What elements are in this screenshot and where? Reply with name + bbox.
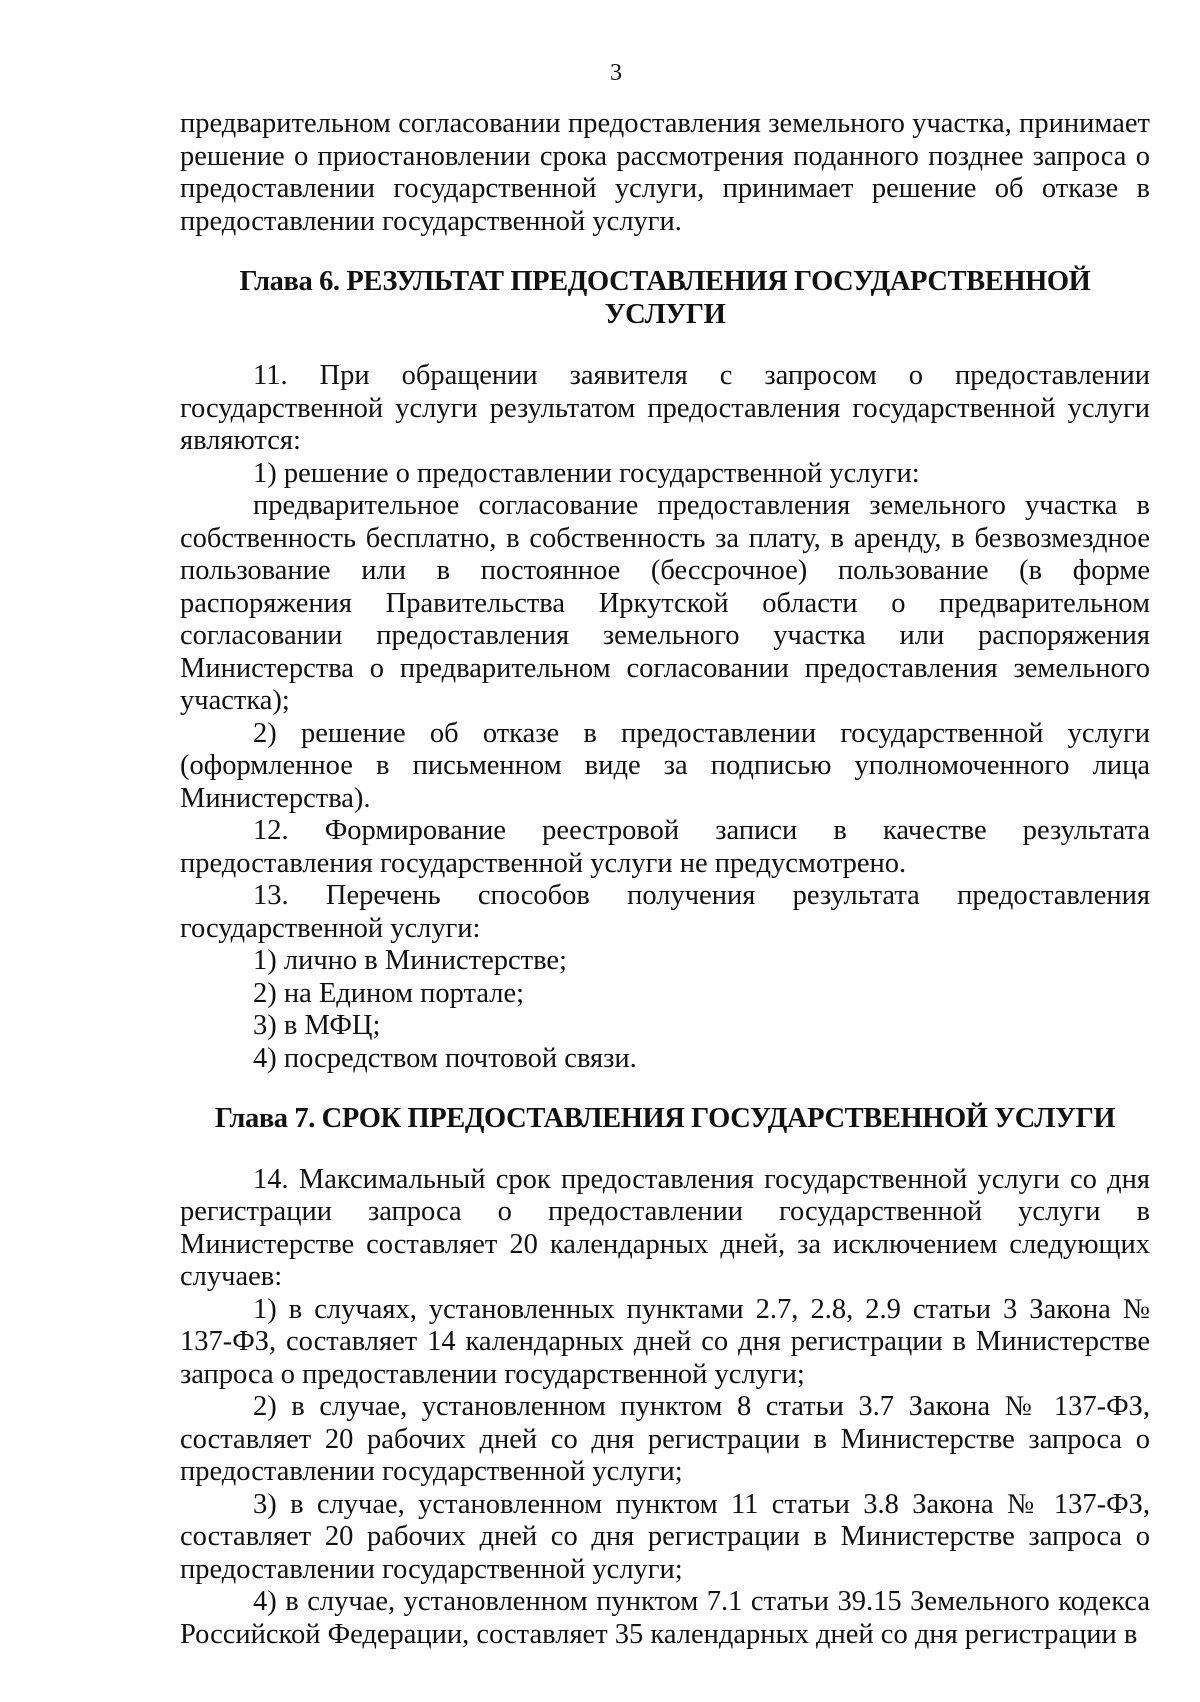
- document-body: [180, 108, 1150, 1651]
- chapter-7-heading: Глава 7. СРОК ПРЕДОСТАВЛЕНИЯ ГОСУДАРСТВЕННОЙ УСЛУГИ: [214, 1103, 1116, 1134]
- paragraph-14-item-4: 4) в случае, установленном пунктом 7.1 статьи 39.15 Земельного кодекса Российской Федерации, составляет 35 календарных дней со дня регистрации в: [180, 1586, 1150, 1650]
- paragraph-13-item-3: 3) в МФЦ;: [253, 1010, 381, 1041]
- paragraph-11-item-2: 2) решение об отказе в предоставлении государственной услуги (оформленное в письменном виде за подписью уполномоченного лица Министерства).: [180, 717, 1150, 814]
- paragraph-11: 11. При обращении заявителя с запросом о предоставлении государственной услуги результатом предоставления государственной услуги являются:: [180, 360, 1150, 456]
- paragraph-14: 14. Максимальный срок предоставления государственной услуги со дня регистрации запроса о предоставлении государственной услуги в Министерстве составляет 20 календарных дней, за исключением следующих случаев:: [180, 1163, 1150, 1292]
- paragraph-12: 12. Формирование реестровой записи в качестве результата предоставления государственной услуги не предусмотрено.: [180, 815, 1150, 879]
- paragraph-13-item-1: 1) лично в Министерстве;: [253, 945, 567, 976]
- page-number: 3: [610, 60, 622, 86]
- paragraph-14-item-2: 2) в случае, установленном пунктом 8 статьи 3.7 Закона № 137-ФЗ, составляет 20 рабочих дней со дня регистрации в Министерстве запроса о предоставлении государственной услуги;: [180, 1391, 1150, 1487]
- paragraph-13-item-4: 4) посредством почтовой связи.: [253, 1042, 637, 1074]
- paragraph-13-item-2: 2) на Едином портале;: [253, 977, 525, 1009]
- paragraph-14-item-3: 3) в случае, установленном пунктом 11 статьи 3.8 Закона № 137-ФЗ, составляет 20 рабочих дней со дня регистрации в Министерстве запроса о предоставлении государственной услуги;: [180, 1488, 1150, 1585]
- paragraph-14-item-1: 1) в случаях, установленных пунктами 2.7, 2.8, 2.9 статьи 3 Закона № 137-ФЗ, составляет 14 календарных дней со дня регистрации в Министерстве запроса о предоставлении государственной услуги;: [180, 1293, 1150, 1390]
- paragraph-11-item-1: 1) решение о предоставлении государственной услуги:: [253, 457, 920, 489]
- chapter-6-heading: Глава 6. РЕЗУЛЬТАТ ПРЕДОСТАВЛЕНИЯ ГОСУДАРСТВЕННОЙ УСЛУГИ: [239, 266, 1091, 330]
- paragraph-13: 13. Перечень способов получения результата предоставления государственной услуги:: [180, 880, 1150, 944]
- paragraph-continuation: предварительном согласовании предоставления земельного участка, принимает решение о приостановлении срока рассмотрения поданного позднее запроса о предоставлении государственной услуги, принимает решение об отказе в предоставлении государственной услуги.: [180, 108, 1150, 237]
- paragraph-11-item-1-detail: предварительное согласование предоставления земельного участка в собственность бесплатно, в собственность за плату, в аренду, в безвозмездное пользование или в постоянное (бессрочное) пользование (в форме распоряжения Правительства Иркутской области о предварительном согласовании предоставления земельного участка или распоряжения Министерства о предварительном согласовании предоставления земельного участка);: [180, 490, 1150, 716]
